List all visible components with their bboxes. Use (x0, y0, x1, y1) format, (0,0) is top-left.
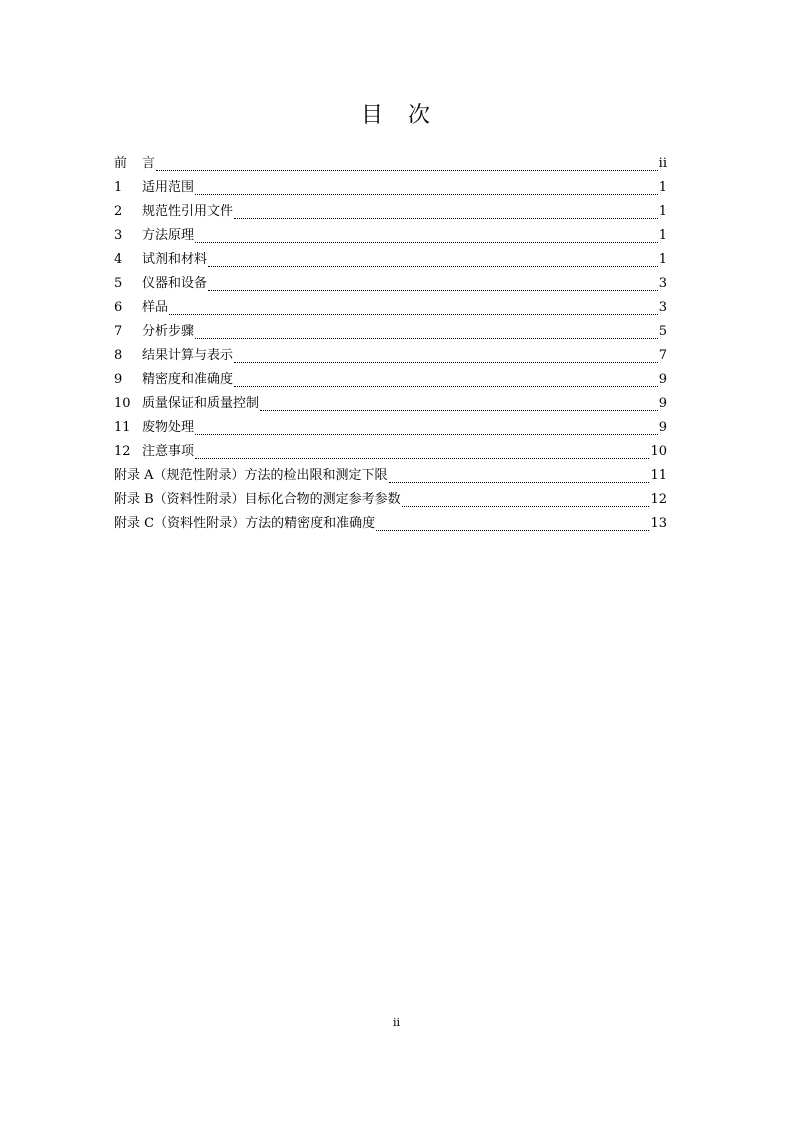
toc-entry-page: 3 (658, 276, 667, 291)
toc-entry-page: 1 (658, 204, 667, 219)
toc-entry-2[interactable] (114, 200, 667, 224)
toc-entry-9[interactable] (114, 368, 667, 392)
toc-entry-preface[interactable] (114, 152, 667, 176)
toc-entry-number: 9 (114, 372, 123, 387)
toc-entry-number: 7 (114, 324, 123, 339)
toc-dot-leader (208, 265, 658, 267)
toc-entry-title: 言 (142, 156, 156, 171)
toc-dot-leader (389, 481, 650, 483)
toc-entry-number: 8 (114, 348, 123, 363)
toc-entry-4[interactable] (114, 248, 667, 272)
toc-entry-title: 适用范围 (142, 180, 195, 195)
toc-entry-page: 9 (658, 372, 667, 387)
toc-entry-12[interactable] (114, 440, 667, 464)
toc-entry-page: 1 (658, 180, 667, 195)
toc-entry-page: 12 (650, 492, 667, 507)
toc-entry-title: 结果计算与表示 (142, 348, 234, 363)
toc-entry-appendix-b[interactable] (114, 488, 667, 512)
toc-dot-leader (169, 313, 658, 315)
page-number: ii (392, 1016, 401, 1029)
toc-entry-title: 分析步骤 (142, 324, 195, 339)
toc-entry-page: 7 (658, 348, 667, 363)
toc-entry-title: 精密度和准确度 (142, 372, 234, 387)
toc-entry-title: 附录 C（资料性附录）方法的精密度和准确度 (114, 516, 376, 531)
toc-entry-number: 6 (114, 300, 123, 315)
toc-entry-number: 11 (114, 420, 131, 435)
toc-entry-10[interactable] (114, 392, 667, 416)
toc-entry-page: 9 (658, 396, 667, 411)
toc-entry-page: 5 (658, 324, 667, 339)
toc-entry-7[interactable] (114, 320, 667, 344)
toc-entry-title: 注意事项 (142, 444, 195, 459)
toc-dot-leader (234, 361, 658, 363)
toc-dot-leader (260, 409, 658, 411)
toc-dot-leader (195, 457, 649, 459)
toc-entry-number: 5 (114, 276, 123, 291)
toc-entry-title: 仪器和设备 (142, 276, 208, 291)
toc-entry-title: 样品 (142, 300, 169, 315)
toc-entry-title: 试剂和材料 (142, 252, 208, 267)
toc-entry-page: 13 (650, 516, 667, 531)
toc-entry-11[interactable] (114, 416, 667, 440)
toc-entry-page: 10 (650, 444, 667, 459)
toc-dot-leader (234, 217, 658, 219)
toc-dot-leader (195, 193, 658, 195)
toc-dot-leader (195, 337, 658, 339)
toc-entry-title: 废物处理 (142, 420, 195, 435)
page-title: 目 次 (361, 103, 432, 128)
toc-dot-leader (376, 529, 649, 531)
toc-entry-title: 附录 B（资料性附录）目标化合物的测定参考参数 (114, 492, 401, 507)
toc-entry-page: 11 (650, 468, 667, 483)
toc-entry-title: 附录 A（规范性附录）方法的检出限和测定下限 (114, 468, 388, 483)
toc-entry-number: 前 (114, 156, 128, 171)
toc-dot-leader (208, 289, 658, 291)
toc-entry-appendix-c[interactable] (114, 512, 667, 536)
toc-entry-1[interactable] (114, 176, 667, 200)
table-of-contents (114, 152, 667, 536)
toc-dot-leader (234, 385, 658, 387)
toc-entry-title: 质量保证和质量控制 (142, 396, 260, 411)
toc-dot-leader (402, 505, 650, 507)
toc-dot-leader (195, 433, 658, 435)
toc-entry-appendix-a[interactable] (114, 464, 667, 488)
toc-entry-number: 10 (114, 396, 131, 411)
toc-dot-leader (195, 241, 658, 243)
toc-entry-page: 9 (658, 420, 667, 435)
toc-entry-title: 方法原理 (142, 228, 195, 243)
toc-entry-number: 4 (114, 252, 123, 267)
toc-entry-8[interactable] (114, 344, 667, 368)
toc-entry-page: 3 (658, 300, 667, 315)
toc-entry-page: 1 (658, 228, 667, 243)
toc-entry-number: 3 (114, 228, 123, 243)
toc-entry-6[interactable] (114, 296, 667, 320)
toc-entry-page: ii (658, 156, 667, 171)
toc-entry-number: 2 (114, 204, 123, 219)
toc-entry-3[interactable] (114, 224, 667, 248)
toc-entry-5[interactable] (114, 272, 667, 296)
toc-entry-title: 规范性引用文件 (142, 204, 234, 219)
toc-entry-number: 12 (114, 444, 131, 459)
toc-entry-number: 1 (114, 180, 123, 195)
toc-dot-leader (156, 169, 658, 171)
toc-entry-page: 1 (658, 252, 667, 267)
